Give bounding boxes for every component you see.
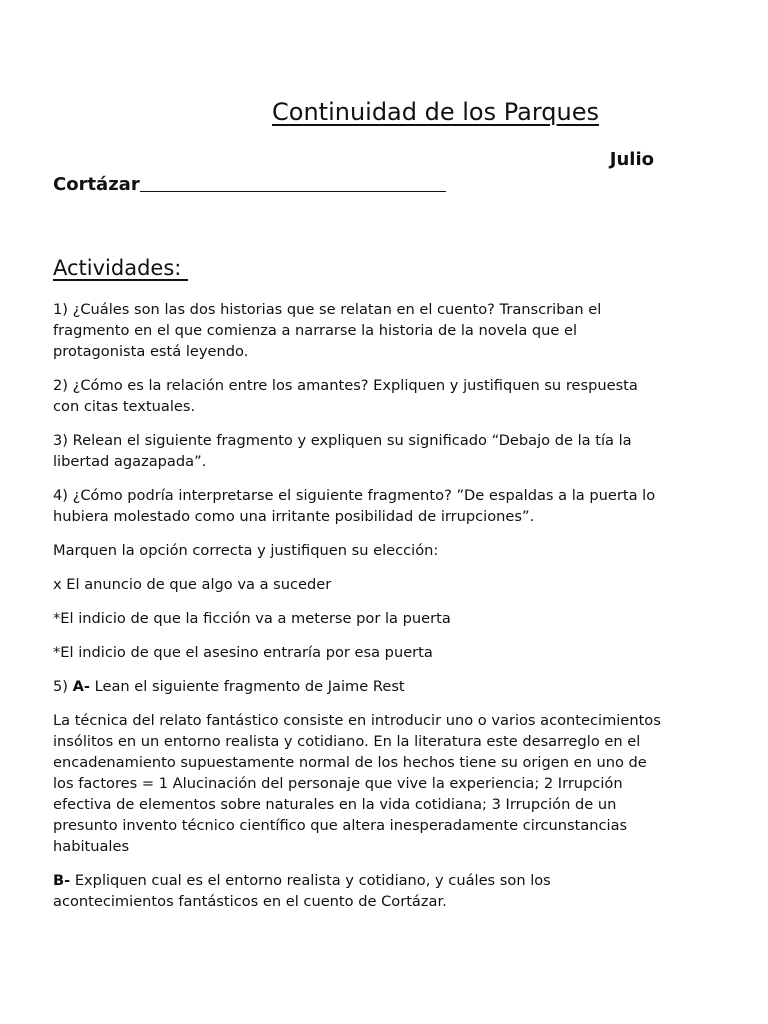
instruction-text: Marquen la opción correcta y justifiquen su elección: [53, 542, 439, 559]
part-a-label: A- [72, 678, 90, 695]
question-2: 2) ¿Cómo es la relación entre los amantes? Expliquen y justifiquen su respuesta con citas textuales. [53, 377, 638, 415]
author-line [53, 174, 446, 195]
author-underline-rule [140, 190, 446, 192]
option-1: x El anuncio de que algo va a suceder [53, 576, 332, 593]
activities-content [53, 299, 663, 925]
activities-heading: Actividades: [53, 256, 189, 280]
part-a-text: Lean el siguiente fragmento de Jaime Rest [89, 678, 405, 695]
question-4: 4) ¿Cómo podría interpretarse el siguiente fragmento? ”De espaldas a la puerta lo hubiera molestado como una irritante posibilidad de irrupciones”. [53, 487, 656, 525]
jaime-rest-quote: La técnica del relato fantástico consiste en introducir uno o varios acontecimientos insólitos en un entorno realista y cotidiano. En la literatura este desarreglo en el encadenamiento supuestamente normal de los hechos tiene su origen en uno de los factores = 1 Alucinación del personaje que vive la experiencia; 2 Irrupción efectiva de elementos sobre naturales en la vida cotidiana; 3 Irrupción de un presunto invento técnico científico que altera inesperadamente circunstancias habituales [53, 712, 661, 855]
part-b-label: B- [53, 872, 71, 889]
option-2: *El indicio de que la ficción va a meterse por la puerta [53, 610, 451, 627]
question-5-b [53, 870, 663, 912]
question-5-a [53, 676, 663, 697]
document-title: Continuidad de los Parques [272, 98, 599, 126]
author-last-name: Cortázar [53, 174, 140, 195]
question-1: 1) ¿Cuáles son las dos historias que se relatan en el cuento? Transcriban el fragmento en el que comienza a narrarse la historia de la novela que el protagonista está leyendo. [53, 301, 602, 360]
option-3: *El indicio de que el asesino entraría por esa puerta [53, 644, 433, 661]
part-b-text: Expliquen cual es el entorno realista y cotidiano, y cuáles son los acontecimientos fantásticos en el cuento de Cortázar. [53, 872, 551, 910]
question-3: 3) Relean el siguiente fragmento y expliquen su significado “Debajo de la tía la libertad agazapada”. [53, 432, 632, 470]
author-first-name: Julio [609, 149, 654, 170]
question-5-number: 5) [53, 678, 73, 695]
